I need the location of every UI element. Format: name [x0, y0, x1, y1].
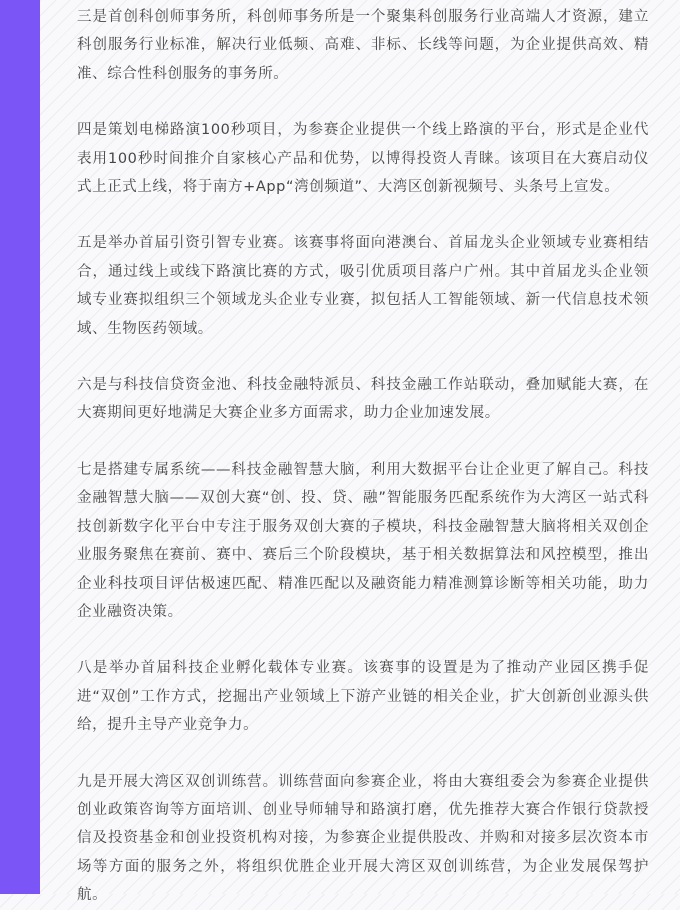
paragraph-item-9: 九是开展大湾区双创训练营。训练营面向参赛企业，将由大赛组委会为参赛企业提供创业政策咨询等方面培训、创业导师辅导和路演打磨，优先推荐大赛合作银行贷款授信及投资基金和创业投资机构对接，为参赛企业提供股改、并购和对接多层次资本市场等方面的服务之外，将组织优胜企业开展大湾区双创训练营，为企业发展保驾护航。 [77, 773, 649, 904]
article-body [77, 3, 649, 910]
paragraph-item-4: 四是策划电梯路演100秒项目，为参赛企业提供一个线上路演的平台，形式是企业代表用100秒时间推介自家核心产品和优势，以博得投资人青睐。该项目在大赛启动仪式上正式上线，将于南方+App“湾创频道”、大湾区创新视频号、头条号上宣发。 [77, 122, 649, 196]
paragraph-item-6: 六是与科技信贷资金池、科技金融特派员、科技金融工作站联动，叠加赋能大赛，在大赛期间更好地满足大赛企业多方面需求，助力企业加速发展。 [77, 377, 649, 422]
left-accent-bar [0, 0, 40, 894]
paragraph-item-7: 七是搭建专属系统——科技金融智慧大脑，利用大数据平台让企业更了解自己。科技金融智慧大脑——双创大赛“创、投、贷、融”智能服务匹配系统作为大湾区一站式科技创新数字化平台中专注于服务双创大赛的子模块，科技金融智慧大脑将相关双创企业服务聚焦在赛前、赛中、赛后三个阶段模块，基于相关数据算法和风控模型，推出企业科技项目评估极速匹配、精准匹配以及融资能力精准测算诊断等相关功能，助力企业融资决策。 [77, 461, 649, 620]
paragraph-item-8: 八是举办首届科技企业孵化载体专业赛。该赛事的设置是为了推动产业园区携手促进“双创”工作方式，挖掘出产业领域上下游产业链的相关企业，扩大创新创业源头供给，提升主导产业竞争力。 [77, 660, 649, 734]
paragraph-item-3: 三是首创科创师事务所，科创师事务所是一个聚集科创服务行业高端人才资源，建立科创服务行业标准，解决行业低频、高难、非标、长线等问题，为企业提供高效、精准、综合性科创服务的事务所。 [77, 9, 649, 82]
paragraph-item-5: 五是举办首届引资引智专业赛。该赛事将面向港澳台、首届龙头企业领域专业赛相结合，通过线上或线下路演比赛的方式，吸引优质项目落户广州。其中首届龙头企业领域专业赛拟组织三个领域龙头企业专业赛，拟包括人工智能领域、新一代信息技术领域、生物医药领域。 [77, 235, 649, 337]
